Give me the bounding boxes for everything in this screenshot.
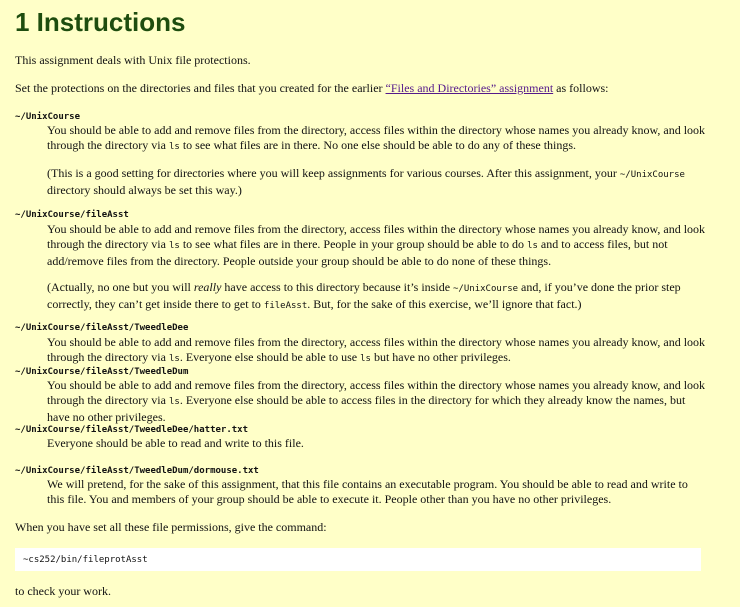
inline-code: ls xyxy=(168,354,180,364)
desc-text: You should be able to add and remove files from the directory, access files within the directory whose names you already know, and look through the directory via xyxy=(47,222,706,251)
desc-fileasst xyxy=(47,222,707,269)
final-text: to check your work. xyxy=(15,584,111,598)
inline-code: ~/UnixCourse xyxy=(453,284,519,294)
intro-paragraph xyxy=(15,53,715,68)
instructions-paragraph xyxy=(15,81,715,96)
path-fileasst: ~/UnixCourse/fileAsst xyxy=(15,210,129,220)
desc-text: . Everyone else should be able to use xyxy=(179,350,361,364)
note-fileasst xyxy=(47,280,707,314)
note-text: . But, for the sake of this exercise, we’ll ignore that fact.) xyxy=(307,297,582,311)
desc-tweedledum xyxy=(47,378,707,425)
emphasis-text: really xyxy=(193,280,222,294)
desc-text: but have no other privileges. xyxy=(370,350,511,364)
desc-tweedledee xyxy=(47,335,707,367)
desc-text: You should be able to add and remove files from the directory, access files within the directory whose names you already know, and look through the directory via xyxy=(47,378,706,407)
desc-hatter-txt xyxy=(47,436,707,451)
files-and-directories-link[interactable]: “Files and Directories” assignment xyxy=(385,81,554,95)
note-text: have access to this directory because it’s inside xyxy=(221,280,454,294)
path-unixcourse: ~/UnixCourse xyxy=(15,112,81,122)
desc-text: . Everyone else should be able to access files in the directory for which they already know the names, but have no other privileges. xyxy=(47,393,686,424)
inline-code: fileAsst xyxy=(263,301,308,311)
note-text: (This is a good setting for directories where you will keep assignments for various courses. After this assignment, your xyxy=(47,166,620,180)
intro-text: This assignment deals with Unix file protections. xyxy=(15,53,251,67)
desc-text: and to access files, but not add/remove files from the directory. People outside your group should be able to do none of these things. xyxy=(47,237,668,268)
desc-text: Everyone should be able to read and write to this file. xyxy=(47,436,304,450)
inline-code: ls xyxy=(168,142,180,152)
desc-text: We will pretend, for the sake of this assignment, that this file contains an executable program. You should be able to read and write to this file. You and members of your group should be able to execute it. People other than you have no other privileges. xyxy=(47,477,688,506)
instructions-text-before: Set the protections on the directories and files that you created for the earlier xyxy=(15,81,386,95)
inline-code: ~/UnixCourse xyxy=(619,170,685,180)
desc-dormouse-txt xyxy=(47,477,707,507)
desc-unixcourse xyxy=(47,123,707,155)
path-tweedledum: ~/UnixCourse/fileAsst/TweedleDum xyxy=(15,367,189,377)
desc-text: to see what files are in there. No one else should be able to do any of these things. xyxy=(179,138,577,152)
inline-code: ls xyxy=(527,241,538,251)
instructions-text-after: as follows: xyxy=(553,81,609,95)
desc-text: to see what files are in there. People in your group should be able to do xyxy=(179,237,528,251)
path-hatter-txt: ~/UnixCourse/fileAsst/TweedleDee/hatter.txt xyxy=(15,425,248,435)
after-text: When you have set all these file permissions, give the command: xyxy=(15,520,327,534)
desc-text: You should be able to add and remove files from the directory, access files within the directory whose names you already know, and look through the directory via xyxy=(47,123,706,152)
note-text: and, if you’ve done the prior step correctly, they can’t get inside there to get to xyxy=(47,280,681,311)
path-dormouse-txt: ~/UnixCourse/fileAsst/TweedleDum/dormouse.txt xyxy=(15,466,259,476)
final-paragraph xyxy=(15,584,715,599)
path-tweedledee: ~/UnixCourse/fileAsst/TweedleDee xyxy=(15,323,189,333)
inline-code: ls xyxy=(360,354,371,364)
note-text: directory should always be set this way.) xyxy=(47,183,242,197)
desc-text: You should be able to add and remove files from the directory, access files within the directory whose names you already know, and look through the directory via xyxy=(47,335,706,364)
command-block: ~cs252/bin/fileprotAsst xyxy=(15,548,701,571)
after-paragraph xyxy=(15,520,715,535)
note-text: (Actually, no one but you will xyxy=(47,280,194,294)
inline-code: ls xyxy=(168,397,180,407)
note-unixcourse xyxy=(47,166,707,198)
section-heading: 1 Instructions xyxy=(15,7,186,37)
inline-code: ls xyxy=(168,241,180,251)
